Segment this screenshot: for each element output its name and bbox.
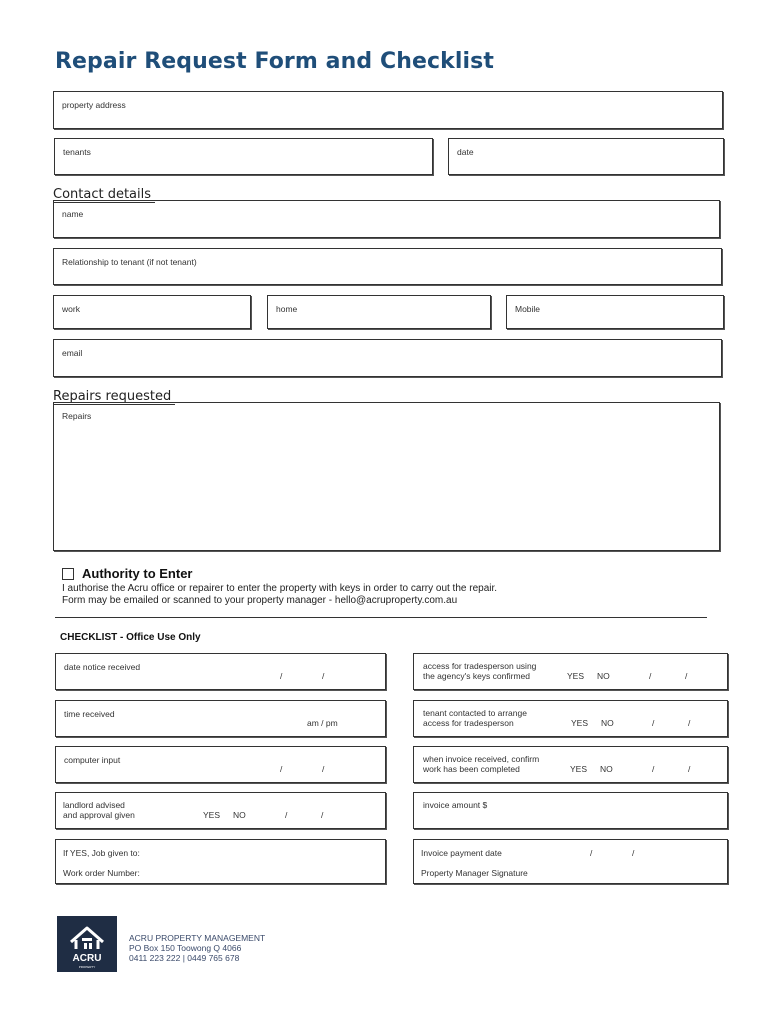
time-received-field[interactable] [55, 700, 386, 737]
footer-address: PO Box 150 Toowong Q 4066 [129, 943, 242, 953]
no-option[interactable]: NO [597, 671, 610, 681]
date-slash: / [688, 718, 691, 728]
divider [55, 617, 707, 618]
date-slash: / [321, 810, 324, 820]
date-slash: / [652, 718, 655, 728]
access-label-line2: the agency's keys confirmed [423, 671, 530, 681]
time-received-label: time received [64, 709, 115, 719]
yes-option[interactable]: YES [203, 810, 221, 820]
house-icon [57, 916, 117, 972]
landlord-label-line2: and approval given [63, 810, 135, 820]
email-label: email [62, 348, 83, 358]
date-slash: / [280, 764, 283, 774]
invoice-payment-label: Invoice payment date [421, 848, 502, 858]
date-slash: / [590, 848, 593, 858]
tenant-contacted-field[interactable] [413, 700, 728, 737]
date-slash: / [632, 848, 635, 858]
mobile-label: Mobile [515, 304, 541, 314]
work-phone-field[interactable] [53, 295, 251, 329]
invoice-label-line2: work has been completed [423, 764, 520, 774]
job-given-field[interactable] [55, 839, 386, 884]
authority-checkbox[interactable] [62, 568, 74, 580]
tenants-field[interactable] [54, 138, 433, 175]
landlord-advised-field[interactable] [55, 792, 386, 829]
checklist-heading: CHECKLIST - Office Use Only [60, 632, 201, 643]
date-slash: / [652, 764, 655, 774]
yes-option[interactable]: YES [571, 718, 589, 728]
work-label: work [62, 304, 80, 314]
yes-option[interactable]: YES [570, 764, 588, 774]
relationship-label: Relationship to tenant (if not tenant) [62, 257, 197, 267]
date-slash: / [322, 764, 325, 774]
no-option[interactable]: NO [233, 810, 246, 820]
acru-logo [57, 916, 117, 972]
authority-title: Authority to Enter [82, 566, 193, 581]
page-title: Repair Request Form and Checklist [55, 49, 494, 74]
invoice-label-line1: when invoice received, confirm [423, 754, 540, 764]
computer-input-label: computer input [64, 755, 121, 765]
date-field[interactable] [448, 138, 724, 175]
tenants-label: tenants [63, 147, 91, 157]
am-pm-label: am / pm [307, 718, 338, 728]
name-field[interactable] [53, 200, 720, 238]
invoice-amount-field[interactable] [413, 792, 728, 829]
yes-option[interactable]: YES [567, 671, 585, 681]
authority-text-line2: Form may be emailed or scanned to your property manager - hello@acruproperty.com.au [62, 595, 458, 606]
date-notice-field[interactable] [55, 653, 386, 690]
authority-text-line1: I authorise the Acru office or repairer to enter the property with keys in order to carry out the repair. [62, 583, 498, 594]
logo-text: ACRU [72, 953, 102, 964]
access-label-line1: access for tradesperson using [423, 661, 537, 671]
computer-input-field[interactable] [55, 746, 386, 783]
mobile-phone-field[interactable] [506, 295, 724, 329]
date-slash: / [688, 764, 691, 774]
property-address-field[interactable] [53, 91, 723, 129]
date-slash: / [685, 671, 688, 681]
home-label: home [276, 304, 298, 314]
footer-phones: 0411 223 222 | 0449 765 678 [129, 953, 240, 963]
email-field[interactable] [53, 339, 722, 377]
home-phone-field[interactable] [267, 295, 491, 329]
repairs-requested-heading: Repairs requested [53, 390, 175, 405]
contact-details-heading: Contact details [53, 188, 155, 203]
repairs-field[interactable] [53, 402, 720, 551]
date-label: date [457, 147, 474, 157]
name-label: name [62, 209, 84, 219]
date-slash: / [280, 671, 283, 681]
invoice-amount-label: invoice amount $ [423, 800, 488, 810]
logo-subtext: PROPERTY [78, 965, 96, 969]
invoice-payment-field[interactable] [413, 839, 728, 884]
property-address-label: property address [62, 100, 126, 110]
date-slash: / [322, 671, 325, 681]
date-slash: / [649, 671, 652, 681]
pm-signature-label: Property Manager Signature [421, 868, 528, 878]
date-notice-label: date notice received [64, 662, 141, 672]
invoice-received-field[interactable] [413, 746, 728, 783]
access-keys-field[interactable] [413, 653, 728, 690]
tenant-label-line2: access for tradesperson [423, 718, 514, 728]
footer-company: ACRU PROPERTY MANAGEMENT [129, 933, 266, 943]
tenant-label-line1: tenant contacted to arrange [423, 708, 527, 718]
repairs-label: Repairs [62, 411, 92, 421]
no-option[interactable]: NO [600, 764, 613, 774]
job-given-label: If YES, Job given to: [63, 848, 140, 858]
no-option[interactable]: NO [601, 718, 614, 728]
date-slash: / [285, 810, 288, 820]
work-order-label: Work order Number: [63, 868, 140, 878]
landlord-label-line1: landlord advised [63, 800, 125, 810]
relationship-field[interactable] [53, 248, 722, 285]
